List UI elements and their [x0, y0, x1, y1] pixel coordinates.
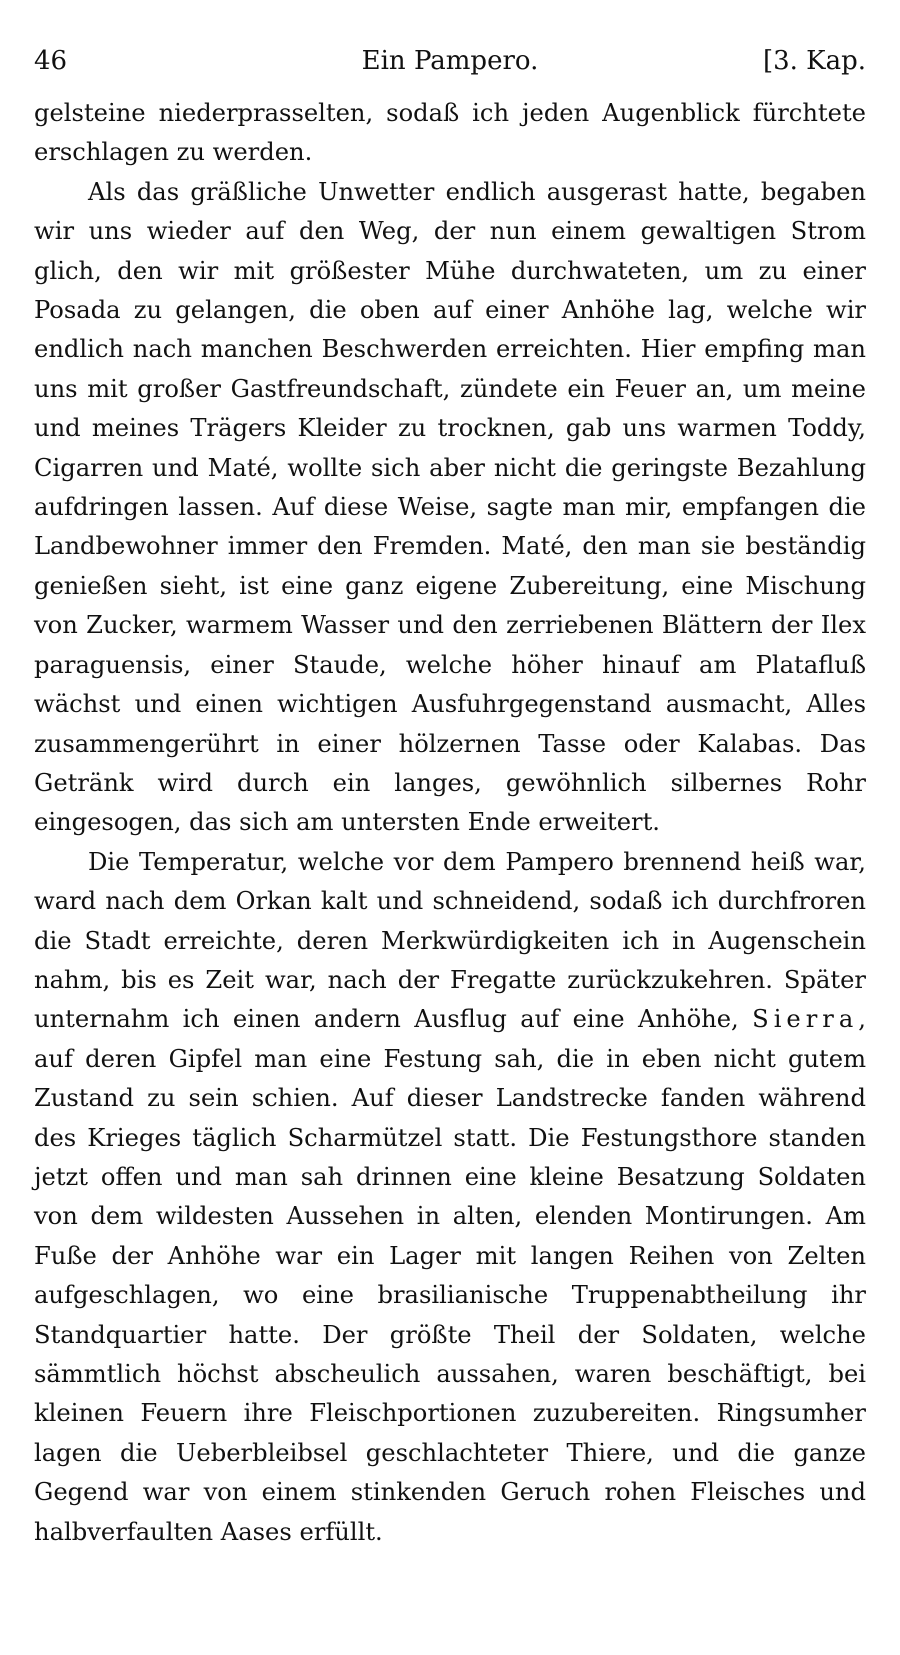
paragraph-continuation: gelsteine niederprasselten, sodaß ich jeden Augenblick fürchtete erschlagen zu werden.: [34, 99, 866, 167]
page-number: 46: [34, 46, 68, 76]
running-title: Ein Pampero.: [361, 46, 539, 76]
paragraph-mate: Als das gräßliche Unwetter endlich ausgerast hatte, begaben wir uns wieder auf den Weg, der nun einem gewaltigen Strom glich, den wir mit größester Mühe durchwateten, um zu einer Posada zu gelangen, die oben auf einer Anhöhe lag, welche wir endlich nach manchen Beschwerden erreichten. Hier empfing man uns mit großer Gastfreundschaft, zündete ein Feuer an, um meine und meines Trägers Kleider zu trocknen, gab uns warmen Toddy, Cigarren und Maté, wollte sich aber nicht die geringste Bezahlung aufdringen lassen. Auf diese Weise, sagte man mir, empfangen die Landbewohner immer den Fremden. Maté, den man sie beständig genießen sieht, ist eine ganz eigene Zubereitung, eine Mischung von Zucker, warmem Wasser und den zerriebenen Blättern der Ilex paraguensis, einer Staude, welche höher hinauf am Platafluß wächst und einen wichtigen Ausfuhrgegenstand ausmacht, Alles zusammengerührt in einer hölzernen Tasse oder Kalabas. Das Getränk wird durch ein langes, gewöhnlich silbernes Rohr eingesogen, das sich am untersten Ende erweitert.: [34, 177, 866, 837]
paragraph-text-before: Die Temperatur, welche vor dem Pampero brennend heiß war, ward nach dem Orkan kalt und schneidend, sodaß ich durchfroren die Stadt erreichte, deren Merkwürdigkeiten ich in Augenschein nahm, bis es Zeit war, nach der Fregatte zurückzukehren. Später unternahm ich einen andern Ausflug auf eine Anhöhe,: [34, 847, 866, 1034]
chapter-reference: [3. Kap.: [762, 46, 866, 76]
running-head: [34, 38, 866, 84]
book-page: [34, 38, 866, 1552]
paragraph-text-after: , auf deren Gipfel man eine Festung sah, die in eben nicht gutem Zustand zu sein schien. Auf dieser Landstrecke fanden während des Krieges täglich Scharmützel statt. Die Festungsthore standen jetzt offen und man sah drinnen eine kleine Besatzung Soldaten von dem wildesten Aussehen in alten, elenden Montirungen. Am Fuße der Anhöhe war ein Lager mit langen Reihen von Zelten aufgeschlagen, wo eine brasilianische Truppenabtheilung ihr Standquartier hatte. Der größte Theil der Soldaten, welche sämmtlich höchst abscheulich aussahen, waren beschäftigt, bei kleinen Feuern ihre Fleischportionen zuzubereiten. Ringsumher lagen die Ueberbleibsel geschlachteter Thiere, und die ganze Gegend war von einem stinkenden Geruch rohen Fleisches und halbverfaulten Aases erfüllt.: [34, 1005, 866, 1546]
paragraph-temperature: [34, 843, 866, 1552]
spaced-word-sierra: Sierra: [752, 1005, 859, 1034]
body-text: [34, 94, 866, 1552]
